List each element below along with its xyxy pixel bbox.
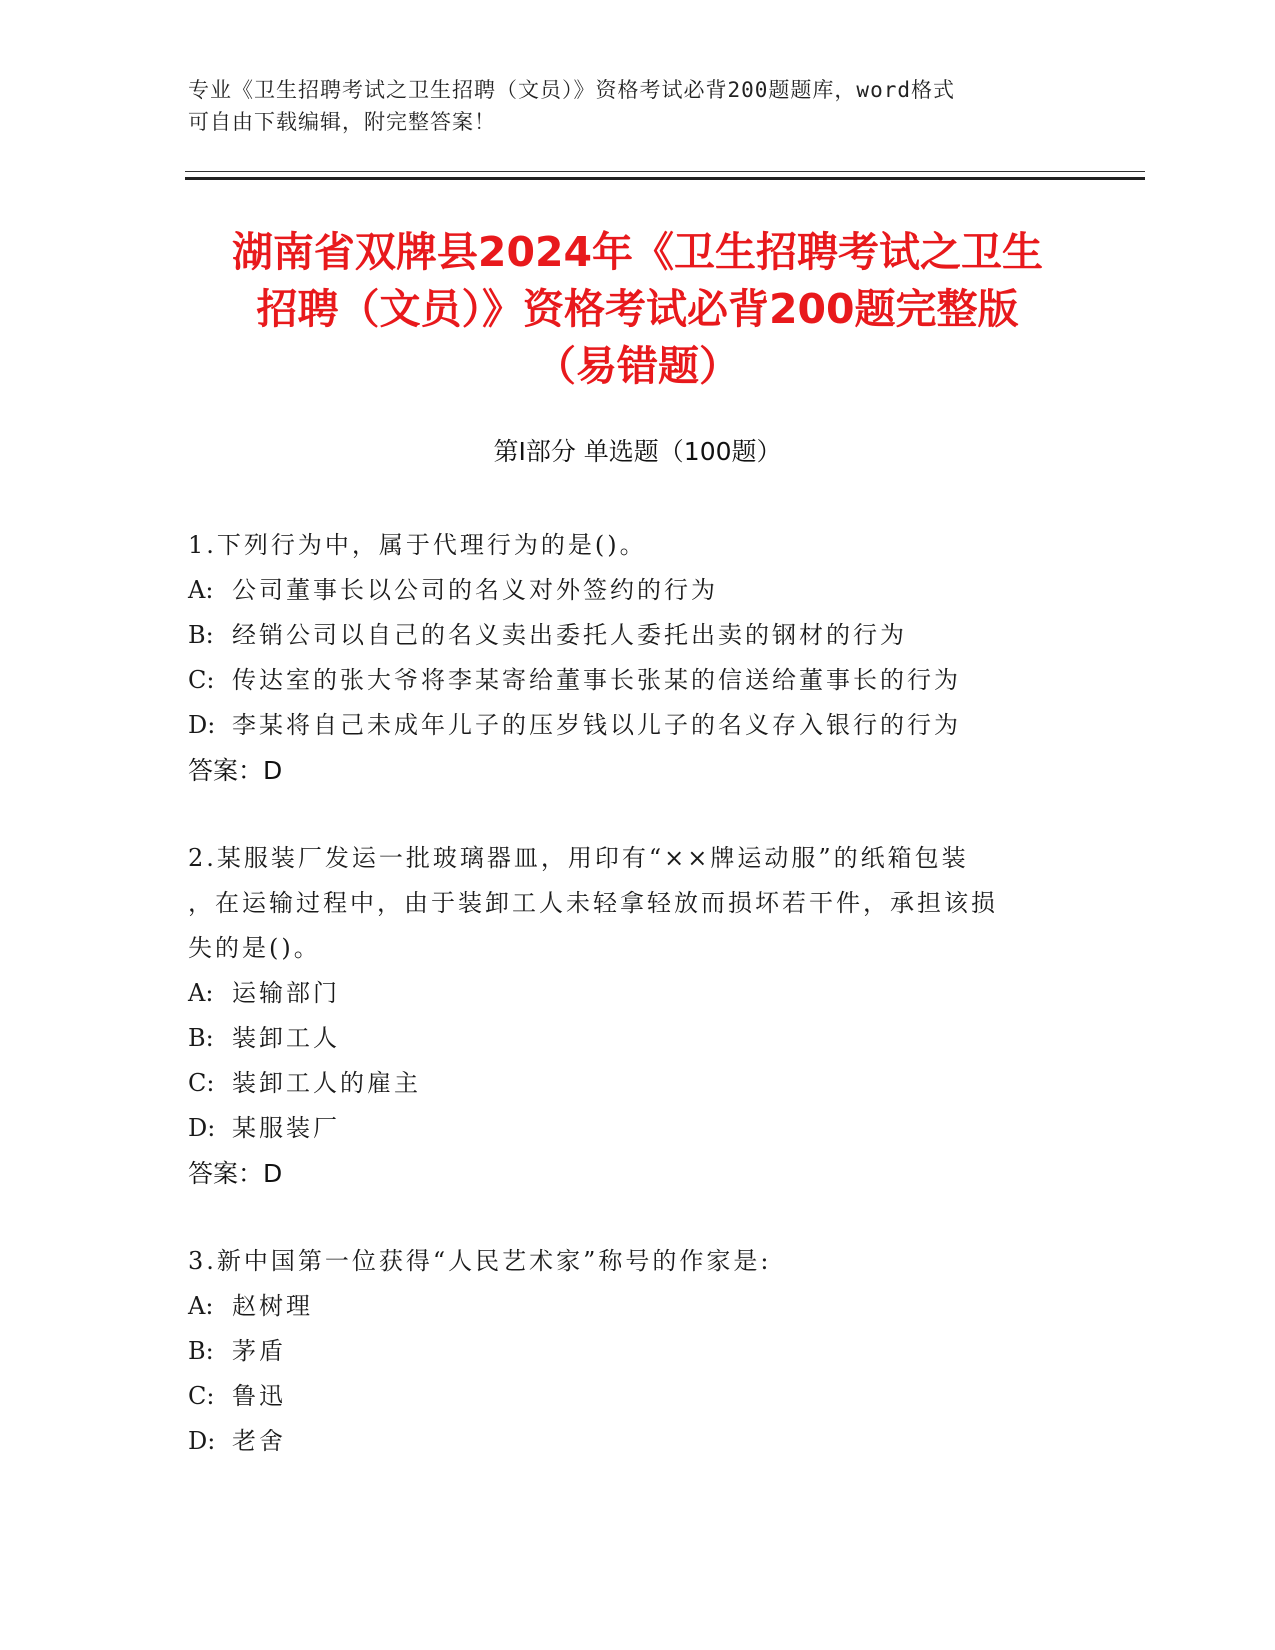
answer-label: 答案：D: [188, 1159, 283, 1188]
option-text: 公司董事长以公司的名义对外签约的行为: [232, 576, 718, 604]
header-note: [188, 74, 1088, 138]
question-3: [188, 1239, 1068, 1464]
option-text: 传达室的张大爷将李某寄给董事长张某的信送给董事长的行为: [232, 666, 961, 694]
option-text: 老舍: [232, 1427, 286, 1455]
header-note-line-1: 专业《卫生招聘考试之卫生招聘（文员）》资格考试必背200题题库，word格式: [188, 78, 955, 102]
option-d: [188, 1419, 1068, 1464]
option-text: 运输部门: [232, 979, 340, 1007]
option-key: C:: [188, 1069, 215, 1097]
option-a: [188, 971, 1068, 1016]
option-b: [188, 1329, 1068, 1374]
question-stem-line: 2.某服装厂发运一批玻璃器皿，用印有“××牌运动服”的纸箱包装: [188, 844, 969, 872]
option-key: A:: [188, 576, 214, 604]
option-key: B:: [188, 621, 214, 649]
option-text: 装卸工人的雇主: [232, 1069, 421, 1097]
option-a: [188, 568, 1068, 613]
option-b: [188, 1016, 1068, 1061]
option-key: D:: [188, 1114, 216, 1142]
title-line-1: 湖南省双牌县2024年《卫生招聘考试之卫生: [231, 228, 1044, 276]
question-stem-line: 1.下列行为中，属于代理行为的是()。: [188, 531, 647, 559]
option-key: D:: [188, 1427, 216, 1455]
option-c: [188, 1374, 1068, 1419]
question-stem-line: ，在运输过程中，由于装卸工人未轻拿轻放而损坏若干件，承担该损: [188, 889, 998, 917]
option-text: 经销公司以自己的名义卖出委托人委托出卖的钢材的行为: [232, 621, 907, 649]
option-key: D:: [188, 711, 216, 739]
option-key: B:: [188, 1024, 214, 1052]
option-a: [188, 1284, 1068, 1329]
question-list: [188, 523, 1068, 1507]
question-stem: [188, 523, 1068, 568]
option-text: 某服装厂: [232, 1114, 340, 1142]
option-c: [188, 658, 1068, 703]
option-key: B:: [188, 1337, 214, 1365]
option-key: C:: [188, 1382, 215, 1410]
option-key: A:: [188, 979, 214, 1007]
header-note-line-2: 可自由下载编辑，附完整答案！: [188, 110, 496, 134]
option-key: C:: [188, 666, 215, 694]
option-c: [188, 1061, 1068, 1106]
question-1: [188, 523, 1068, 793]
answer-label: 答案：D: [188, 756, 283, 785]
title-line-3: （易错题）: [535, 342, 740, 390]
question-2: [188, 836, 1068, 1196]
header-divider-thick: [185, 177, 1145, 180]
option-key: A:: [188, 1292, 214, 1320]
option-b: [188, 613, 1068, 658]
option-d: [188, 703, 1068, 748]
question-stem-line: 3.新中国第一位获得“人民艺术家”称号的作家是:: [188, 1247, 772, 1275]
option-text: 赵树理: [232, 1292, 313, 1320]
option-text: 鲁迅: [232, 1382, 286, 1410]
question-stem: [188, 836, 1068, 971]
question-stem: [188, 1239, 1068, 1284]
option-text: 李某将自己未成年儿子的压岁钱以儿子的名义存入银行的行为: [232, 711, 961, 739]
option-text: 茅盾: [232, 1337, 286, 1365]
section-heading: 第Ⅰ部分 单选题（100题）: [493, 437, 782, 466]
option-d: [188, 1106, 1068, 1151]
option-text: 装卸工人: [232, 1024, 340, 1052]
header-divider-thin: [185, 171, 1145, 172]
document-title: [160, 224, 1115, 395]
title-line-2: 招聘（文员）》资格考试必背200题完整版: [256, 285, 1019, 333]
question-stem-line: 失的是()。: [188, 934, 321, 962]
